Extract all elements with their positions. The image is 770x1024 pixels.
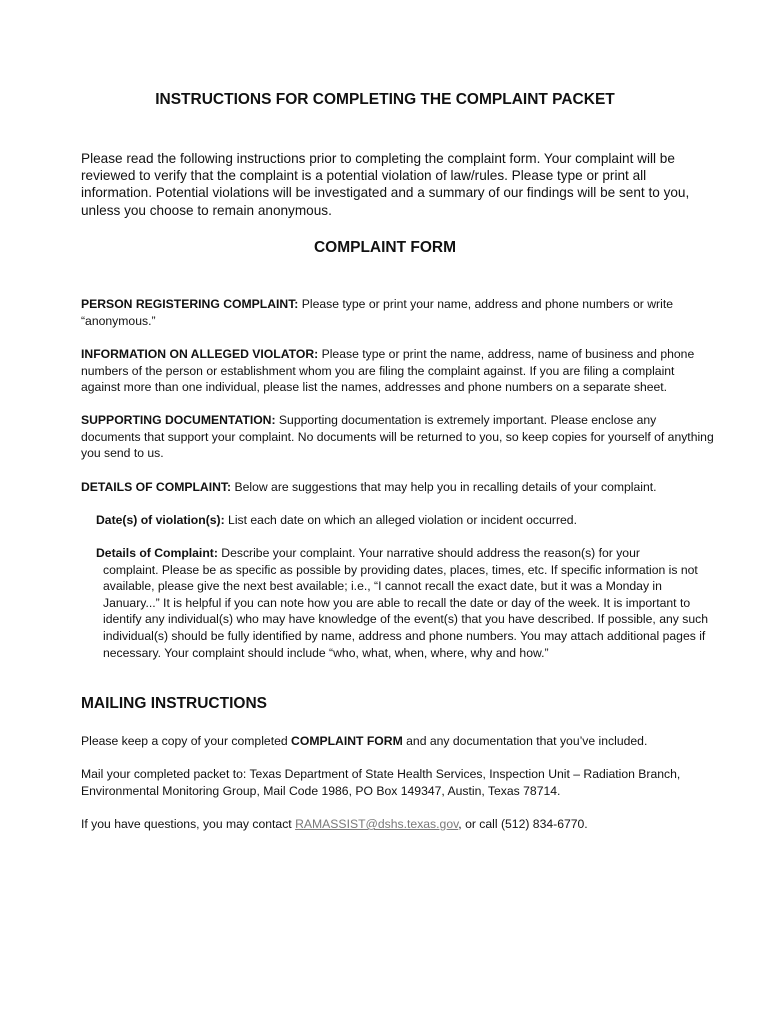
dates-of-violation-item — [96, 512, 710, 529]
mailing-address-paragraph: Mail your completed packet to: Texas Department of State Health Services, Inspection Unit – Radiation Branch, Environmental Monitoring Group, Mail Code 1986, PO Box 149347, Austin, Texas 78714. — [81, 767, 681, 798]
page-title: INSTRUCTIONS FOR COMPLETING THE COMPLAINT PACKET — [155, 91, 615, 108]
person-registering-section — [81, 296, 717, 329]
item-text: List each date on which an alleged violation or incident occurred. — [224, 513, 577, 527]
keep-copy-paragraph — [81, 733, 717, 750]
details-of-complaint-section — [81, 479, 717, 496]
item-label: Date(s) of violation(s): — [96, 513, 225, 527]
section-label: DETAILS OF COMPLAINT: — [81, 480, 232, 494]
section-text: Please type or print your name, address and phone numbers or write “anonymous.” — [81, 297, 673, 328]
contact-paragraph — [81, 816, 717, 833]
details-of-complaint-item — [96, 545, 710, 661]
section-label: PERSON REGISTERING COMPLAINT: — [81, 297, 299, 311]
supporting-documentation-section — [81, 412, 717, 462]
section-text: Please type or print the name, address, name of business and phone numbers of the person or establishment whom you are filing the complaint against. If you are filing a complaint against more than one individual, please list the names, addresses and phone numbers on a separate sheet. — [81, 347, 695, 395]
intro-paragraph: Please read the following instructions prior to completing the complaint form. Your complaint will be reviewed to verify that the complaint is a potential violation of law/rules. Please type or print all information. Potential violations will be investigated and a summary of our findings will be sent to you, unless you choose to remain anonymous. — [81, 151, 690, 218]
keep-copy-text: Please keep a copy of your completed — [81, 734, 292, 748]
contact-phone-text: , or call (512) 834-6770. — [458, 817, 588, 831]
contact-text: If you have questions, you may contact — [81, 817, 296, 831]
item-text-first-line: Describe your complaint. Your narrative should address the reason(s) for your — [217, 546, 640, 560]
section-label: SUPPORTING DOCUMENTATION: — [81, 413, 276, 427]
keep-copy-text-end: and any documentation that you’ve included. — [402, 734, 648, 748]
section-text: Below are suggestions that may help you in recalling details of your complaint. — [231, 480, 657, 494]
complaint-form-emphasis: COMPLAINT FORM — [291, 734, 403, 748]
alleged-violator-section — [81, 346, 717, 396]
item-label: Details of Complaint: — [96, 546, 218, 560]
section-label: INFORMATION ON ALLEGED VIOLATOR: — [81, 347, 319, 361]
complaint-form-heading: COMPLAINT FORM — [313, 239, 457, 256]
section-text: Supporting documentation is extremely important. Please enclose any documents that support your complaint. No documents will be returned to you, so keep copies for yourself of anything you send to us. — [81, 413, 714, 461]
item-text-continued: complaint. Please be as specific as possible by providing dates, places, times, etc. If specific information is not available, please give the next best available; i.e., “I cannot recall the exact date, but it was a Monday in January...” It is helpful if you can note how you are able to recall the date or day of the week. It is important to identify any individual(s) who may have knowledge of the event(s) that you have described. If possible, any such individual(s) should be fully identified by name, address and phone numbers. You may attach additional pages if necessary. Your complaint should include “who, what, when, where, why and how.” — [103, 562, 708, 660]
mailing-instructions-heading: MAILING INSTRUCTIONS — [81, 695, 267, 712]
contact-email-link[interactable]: RAMASSIST@dshs.texas.gov — [295, 817, 459, 831]
